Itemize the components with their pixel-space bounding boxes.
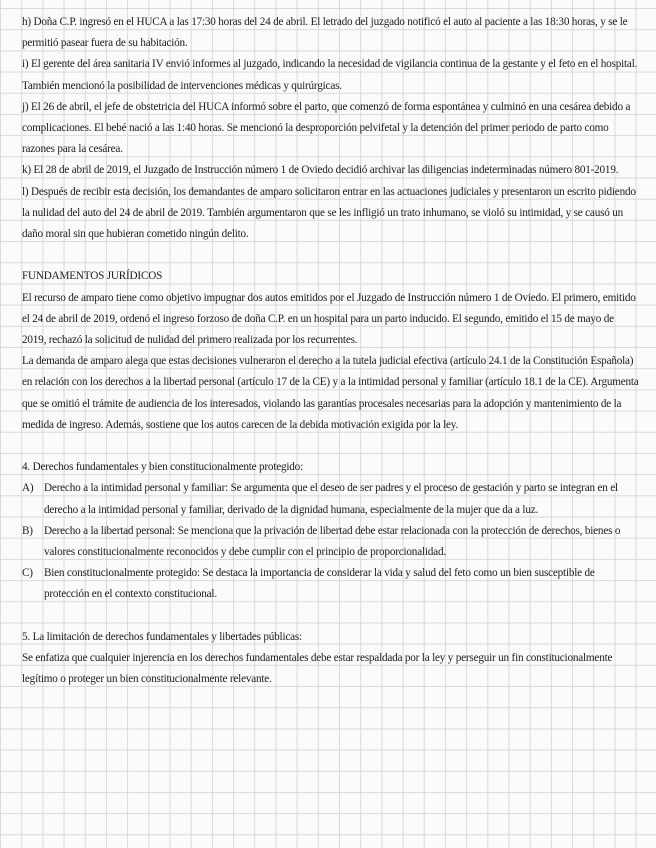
fact-l: l) Después de recibir esta decisión, los demandantes de amparo solicitaron entrar en las actuaciones judiciales y presentaron un escrito pidiendo la nulidad del auto del 24 de abril de 2019. También argumentaron que se les infligió un trato inhumano, se violó su intimidad, y se causó un daño moral sin que hubieran cometido ningún delito. bbox=[22, 185, 636, 241]
section-5-heading: 5. La limitación de derechos fundamentales y libertades públicas: bbox=[22, 630, 302, 643]
fundamentos-paragraph-2: La demanda de amparo alega que estas decisiones vulneraron el derecho a la tutela judicial efectiva (artículo 24.1 de la Constitución Española) en relación con los derechos a la libertad personal (artículo 17 de la CE) y a la intimidad personal y familiar (artículo 18.1 de la CE). Argumenta que se omitió el trámite de audiencia de los interesados, violando las garantías procesales necesarias para la adopción y mantenimiento de la medida de ingreso. Además, sostiene que los autos carecen de la debida motivación exigida por la ley. bbox=[22, 355, 639, 431]
document-page bbox=[22, 12, 640, 690]
fact-k: k) El 28 de abril de 2019, el Juzgado de Instrucción número 1 de Oviedo decidió archivar las diligencias indeterminadas número 801-2019. bbox=[22, 164, 619, 177]
list-text: Derecho a la libertad personal: Se menciona que la privación de libertad debe estar relacionada con la protección de derechos, bienes o valores constitucionalmente reconocidos y debe cumplir con el principio de proporcionalidad. bbox=[44, 524, 621, 559]
spacer bbox=[22, 245, 640, 266]
fundamentos-paragraph-1: El recurso de amparo tiene como objetivo impugnar dos autos emitidos por el Juzgado de Instrucción número 1 de Oviedo. El primero, emitido el 24 de abril de 2019, ordenó el ingreso forzoso de doña C.P. en un hospital para un parto inducido. El segundo, emitido el 15 de mayo de 2019, rechazó la solicitud de nulidad del primero realizada por los recurrentes. bbox=[22, 291, 636, 347]
list-text: Bien constitucionalmente protegido: Se destaca la importancia de considerar la vida y salud del feto como un bien susceptible de protección en el contexto constitucional. bbox=[44, 567, 595, 601]
section-4-heading: 4. Derechos fundamentales y bien constitucionalmente protegido: bbox=[22, 461, 303, 474]
fact-i: i) El gerente del área sanitaria IV envió informes al juzgado, indicando la necesidad de vigilancia continua de la gestante y el feto en el hospital. También mencionó la posibilidad de intervenciones médicas y quirúrgicas. bbox=[22, 58, 638, 92]
spacer bbox=[22, 606, 640, 627]
list-item-b bbox=[22, 521, 640, 563]
list-marker: B) bbox=[22, 524, 33, 537]
list-marker: A) bbox=[22, 482, 34, 495]
list-item-c bbox=[22, 563, 640, 605]
section-5-paragraph: Se enfatiza que cualquier injerencia en los derechos fundamentales debe estar respaldada por la ley y perseguir un fin constitucionalmente legítimo o proteger un bien constitucionalmente relevante. bbox=[22, 652, 613, 686]
fact-h: h) Doña C.P. ingresó en el HUCA a las 17:30 horas del 24 de abril. El letrado del juzgado notificó el auto al paciente a las 18:30 horas, y se le permitió pasear fuera de su habitación. bbox=[22, 16, 628, 50]
fact-j: j) El 26 de abril, el jefe de obstetricia del HUCA informó sobre el parto, que comenzó de forma espontánea y culminó en una cesárea debido a complicaciones. El bebé nació a las 1:40 horas. Se mencionó la desproporción pelvifetal y la detención del primer periodo de parto como razones para la cesárea. bbox=[22, 100, 631, 156]
fundamentos-heading: FUNDAMENTOS JURÍDICOS bbox=[22, 270, 163, 283]
list-item-a bbox=[22, 478, 640, 520]
list-marker: C) bbox=[22, 567, 33, 580]
list-text: Derecho a la intimidad personal y familiar: Se argumenta que el deseo de ser padres y el proceso de gestación y parto se integran en el derecho a la intimidad personal y familiar, derivado de la dignidad humana, especialmente de la mujer que da a luz. bbox=[44, 482, 618, 516]
spacer bbox=[22, 436, 640, 457]
